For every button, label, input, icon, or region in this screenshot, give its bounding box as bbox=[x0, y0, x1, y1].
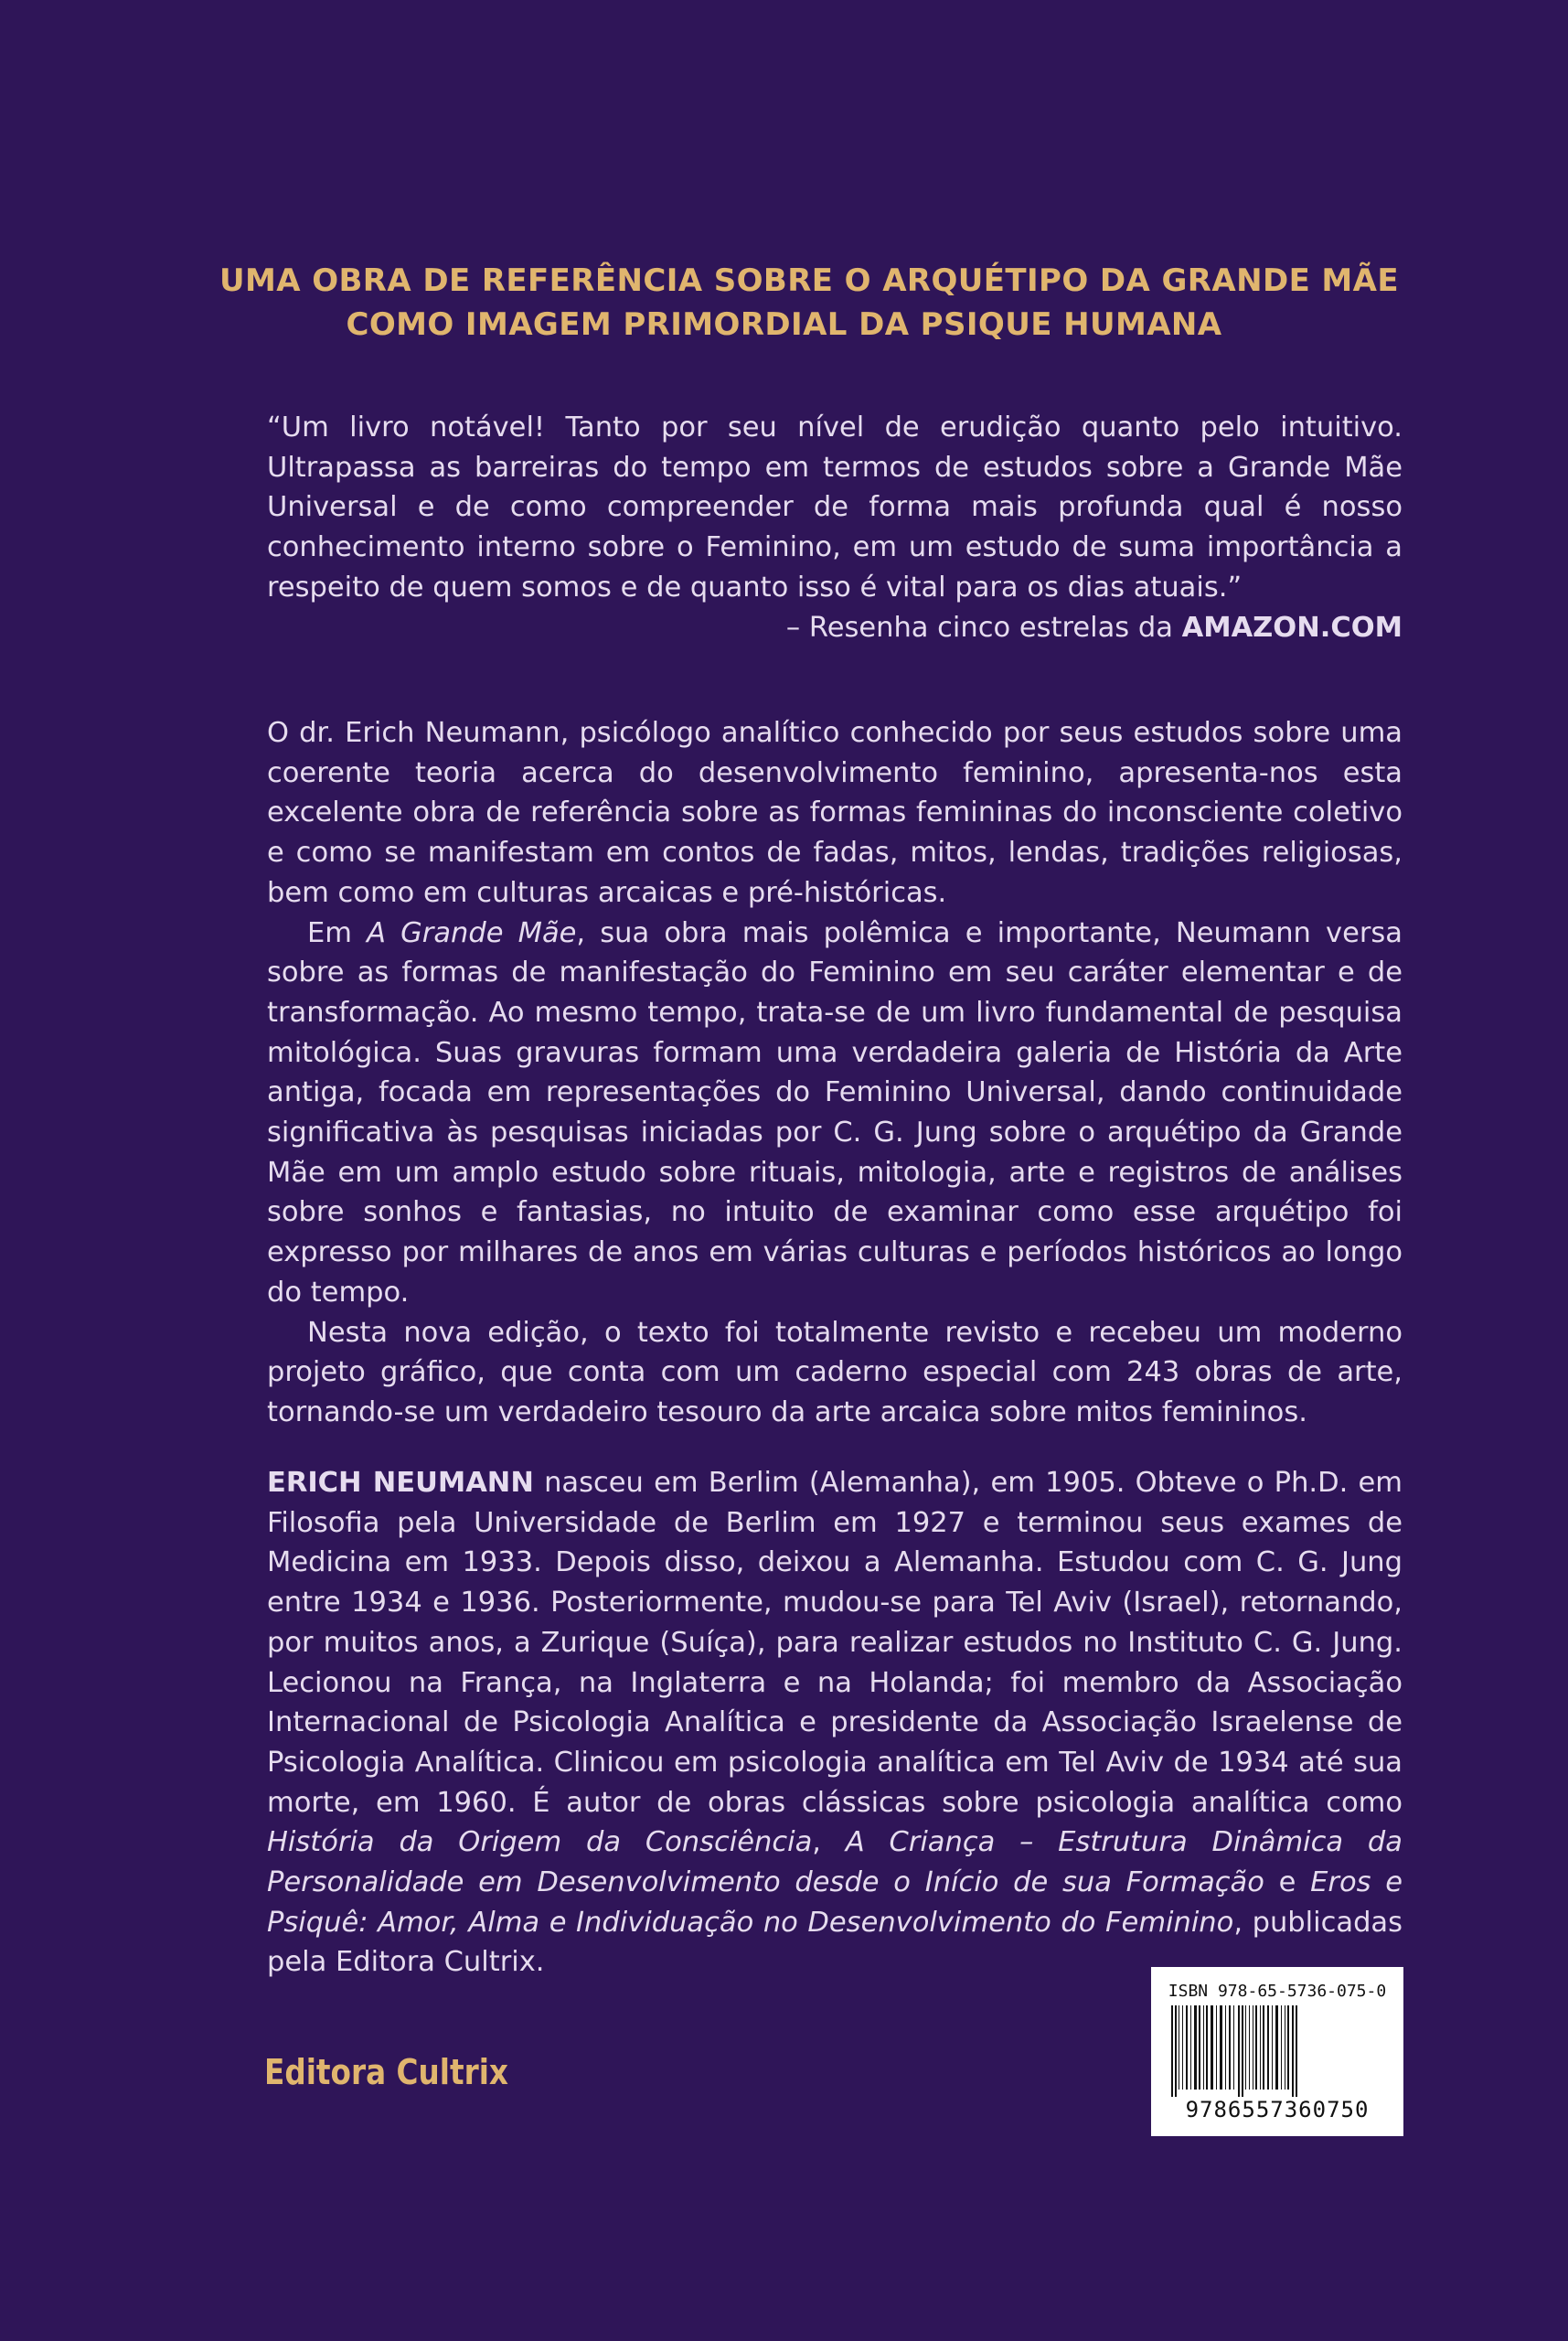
isbn-barcode bbox=[1151, 1967, 1403, 2136]
bio-paragraph bbox=[267, 1463, 1403, 1983]
book-description bbox=[267, 713, 1403, 1433]
author-name: ERICH NEUMANN bbox=[267, 1467, 534, 1499]
book-title: A Grande Mãe bbox=[367, 916, 577, 949]
headline bbox=[219, 259, 1400, 347]
bio-work-3: Eros e Psiquê: Amor, Alma e Individuação no Desenvolvimento do Feminino bbox=[267, 1866, 1403, 1939]
bio-sep-2: e bbox=[1264, 1866, 1311, 1899]
bio-work-2: A Criança – Estrutura Dinâmica da Personalidade em Desenvolvimento desde o Início de sua Formação bbox=[267, 1826, 1403, 1899]
headline-line-1: UMA OBRA DE REFERÊNCIA SOBRE O ARQUÉTIPO DA GRANDE MÃE bbox=[219, 262, 1400, 299]
quote-text: “Um livro notável! Tanto por seu nível de erudição quanto pelo intuitivo. Ultrapassa as barreiras do tempo em termos de estudos sobre a Grande Mãe Universal e de como compreender de forma mais profunda qual é nosso conhecimento interno sobre o Feminino, em um estudo de suma importância a respeito de quem somos e de quanto isso é vital para os dias atuais.” bbox=[267, 412, 1403, 604]
quote-attribution bbox=[267, 608, 1403, 648]
isbn-label: ISBN 978-65-5736-075-0 bbox=[1168, 1982, 1387, 2001]
bio-ending: , publicadas pela Editora Cultrix. bbox=[267, 1906, 1403, 1979]
description-p2-rest: , sua obra mais polêmica e importante, Neumann versa sobre as formas de manifestação do Feminino em seu caráter elementar e de transformação. Ao mesmo tempo, trata-se de um livro fundamental de pesquisa mitológica. Suas gravuras formam uma verdadeira galeria de História da Arte antiga, focada em representações do Feminino Universal, dando continuidade significativa às pesquisas iniciadas por C. G. Jung sobre o arquétipo da Grande Mãe em um amplo estudo sobre rituais, mitologia, arte e registros de análises sobre sonhos e fantasias, no intuito de examinar como esse arquétipo foi expresso por milhares de anos em várias culturas e períodos históricos ao longo do tempo. bbox=[267, 916, 1403, 1309]
description-paragraph-1: O dr. Erich Neumann, psicólogo analítico conhecido por seus estudos sobre uma coerente teoria acerca do desenvolvimento feminino, apresenta-nos esta excelente obra de referência sobre as formas femininas do inconsciente coletivo e como se manifestam em contos de fadas, mitos, lendas, tradições religiosas, bem como em culturas arcaicas e pré-históricas. bbox=[267, 717, 1403, 909]
review-quote bbox=[267, 408, 1403, 647]
publisher-logo: Editora Cultrix bbox=[264, 2052, 509, 2092]
barcode-bars bbox=[1168, 2005, 1387, 2097]
description-paragraph-2 bbox=[267, 914, 1403, 1313]
bio-text: nasceu em Berlim (Alemanha), em 1905. Obteve o Ph.D. em Filosofia pela Universidade de Berlim em 1927 e terminou seus exames de Medicina em 1933. Depois disso, deixou a Alemanha. Estudou com C. G. Jung entre 1934 e 1936. Posteriormente, mudou-se para Tel Aviv (Israel), retornando, por muitos anos, a Zurique (Suíça), para realizar estudos no Instituto C. G. Jung. Lecionou na França, na Inglaterra e na Holanda; foi membro da Associação Internacional de Psicologia Analítica e presidente da Associação Israelense de Psicologia Analítica. Clinicou em psicologia analítica em Tel Aviv de 1934 até sua morte, em 1960. É autor de obras clássicas sobre psicologia analítica como bbox=[267, 1467, 1403, 1819]
barcode-digits: 9786557360750 bbox=[1185, 2097, 1370, 2122]
attribution-source: AMAZON.COM bbox=[1181, 611, 1403, 644]
description-p2-prefix: Em bbox=[307, 916, 368, 949]
bio-work-1: História da Origem da Consciência bbox=[267, 1826, 813, 1859]
bio-sep-1: , bbox=[812, 1826, 846, 1859]
headline-line-2: COMO IMAGEM PRIMORDIAL DA PSIQUE HUMANA bbox=[346, 306, 1222, 343]
description-paragraph-3: Nesta nova edição, o texto foi totalmente revisto e recebeu um moderno projeto gráfico, que conta com um caderno especial com 243 obras de arte, tornando-se um verdadeiro tesouro da arte arcaica sobre mitos femininos. bbox=[267, 1316, 1403, 1428]
attribution-prefix: – Resenha cinco estrelas da bbox=[785, 611, 1173, 644]
author-bio bbox=[267, 1463, 1403, 1983]
